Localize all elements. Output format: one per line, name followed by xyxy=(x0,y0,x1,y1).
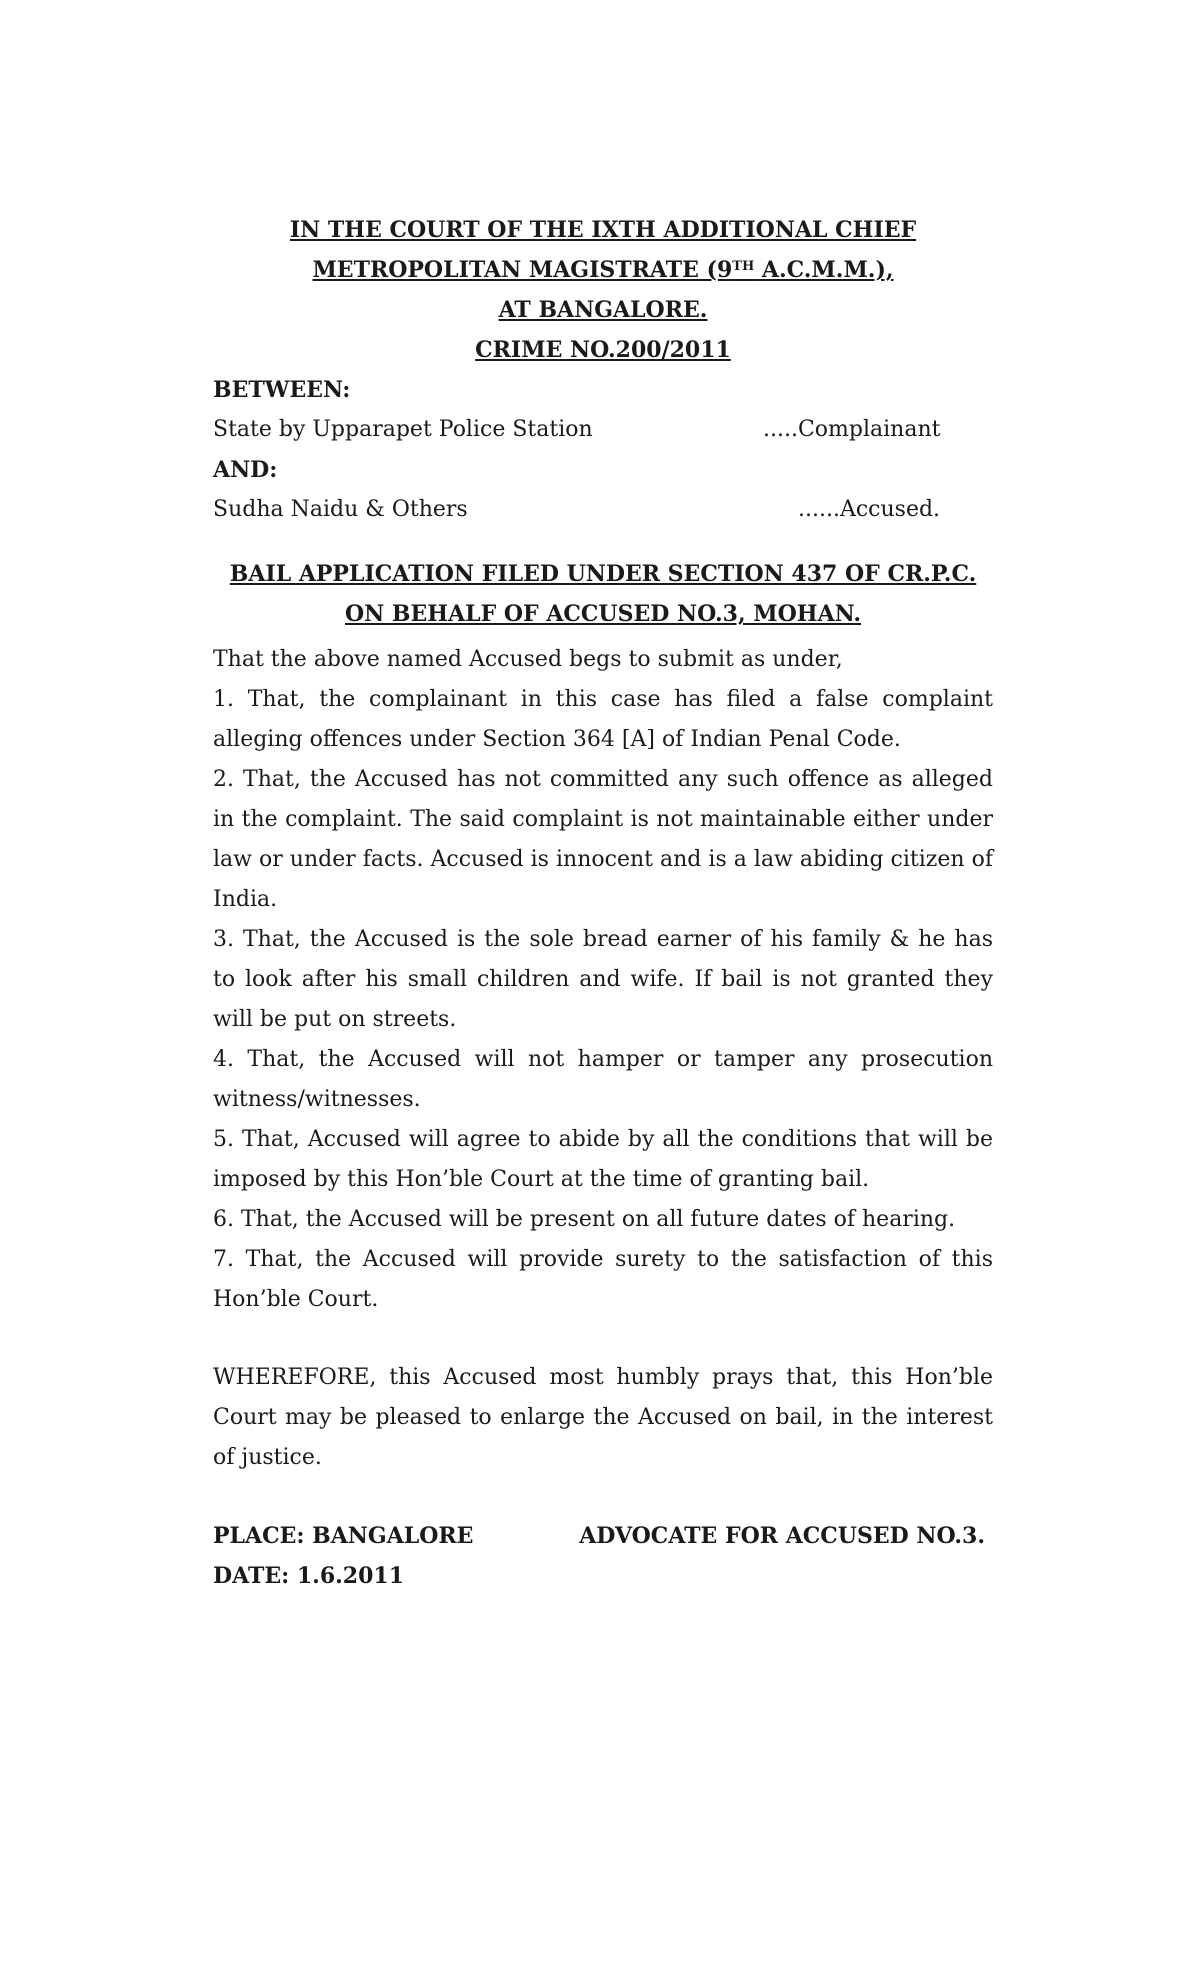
accused-role: ......Accused. xyxy=(798,497,941,522)
point-6: 6. That, the Accused will be present on all future dates of hearing. xyxy=(213,1207,956,1232)
accused-name: Sudha Naidu & Others xyxy=(213,497,468,522)
and-label: AND: xyxy=(213,457,278,483)
point-4: 4. That, the Accused will not hamper or tamper any prosecution witness/witnesses. xyxy=(213,1047,993,1112)
spacer xyxy=(213,1320,993,1358)
document-content xyxy=(213,210,993,1596)
spacer xyxy=(213,530,993,554)
point-5: 5. That, Accused will agree to abide by all the conditions that will be imposed by this Hon’ble Court at the time of granting bail. xyxy=(213,1127,993,1192)
date-label: DATE: 1.6.2011 xyxy=(213,1563,405,1589)
accused-row xyxy=(213,490,993,530)
place-label: PLACE: BANGALORE xyxy=(213,1523,474,1549)
footer-row xyxy=(213,1516,993,1556)
application-title-line-2: ON BEHALF OF ACCUSED NO.3, MOHAN. xyxy=(344,601,861,627)
court-heading-superscript: TH xyxy=(732,259,755,274)
spacer xyxy=(213,1478,993,1516)
advocate-label: ADVOCATE FOR ACCUSED NO.3. xyxy=(579,1523,985,1549)
application-title-line-1: BAIL APPLICATION FILED UNDER SECTION 437 OF CR.P.C. xyxy=(229,561,977,587)
complainant-role: .....Complainant xyxy=(763,417,941,442)
prayer-paragraph: WHEREFORE, this Accused most humbly prays that, this Hon’ble Court may be pleased to enlarge the Accused on bail, in the interest of justice. xyxy=(213,1365,993,1470)
complainant-row xyxy=(213,410,993,450)
point-3: 3. That, the Accused is the sole bread earner of his family & he has to look after his small children and wife. If bail is not granted they will be put on streets. xyxy=(213,927,993,1032)
point-1: 1. That, the complainant in this case has filed a false complaint alleging offences under Section 364 [A] of Indian Penal Code. xyxy=(213,687,993,752)
court-heading-line-2 xyxy=(213,250,993,290)
point-7: 7. That, the Accused will provide surety to the satisfaction of this Hon’ble Court. xyxy=(213,1247,993,1312)
point-2: 2. That, the Accused has not committed any such offence as alleged in the complaint. The said complaint is not maintainable either under law or under facts. Accused is innocent and is a law abiding citizen of India. xyxy=(213,767,993,912)
complainant-name: State by Upparapet Police Station xyxy=(213,417,593,442)
intro-paragraph: That the above named Accused begs to submit as under, xyxy=(213,647,843,672)
court-heading-line-1: IN THE COURT OF THE IXTH ADDITIONAL CHIEF xyxy=(289,217,917,243)
crime-number: CRIME NO.200/2011 xyxy=(475,337,731,363)
between-label: BETWEEN: xyxy=(213,377,351,403)
court-heading-line-2-post: A.C.M.M.), xyxy=(754,257,894,283)
court-heading-line-3: AT BANGALORE. xyxy=(498,297,708,323)
court-heading-line-2-pre: METROPOLITAN MAGISTRATE (9 xyxy=(312,257,733,283)
